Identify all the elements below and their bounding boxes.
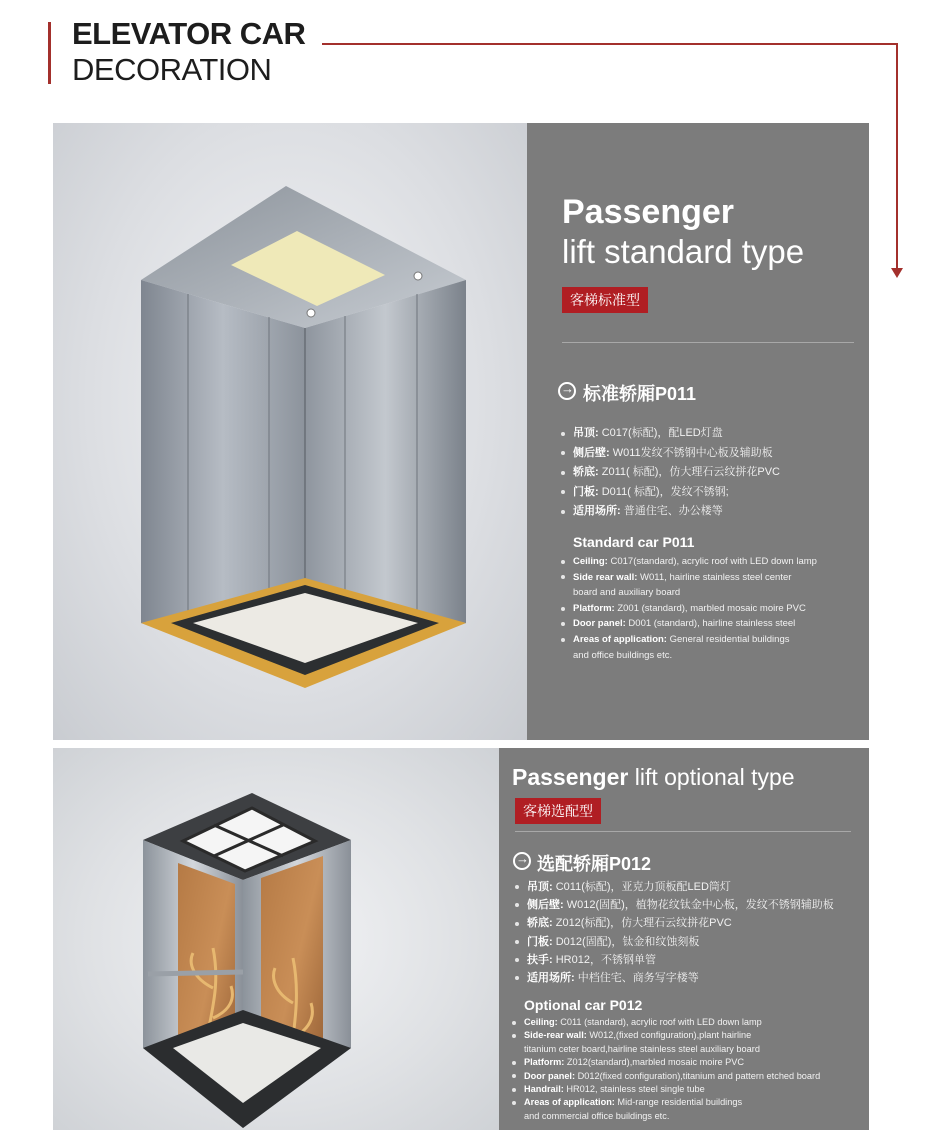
optional-cn-list <box>513 878 834 987</box>
optional-info-panel <box>499 748 869 1130</box>
list-item: 扶手: HR012，不锈钢单管 <box>513 951 834 969</box>
standard-info-panel <box>527 123 869 740</box>
list-item: 适用场所: 普通住宅、办公楼等 <box>559 502 780 522</box>
list-item: Ceiling: C011 (standard), acrylic roof with LED down lamp <box>510 1016 820 1029</box>
list-item: and office buildings etc. <box>573 649 673 661</box>
list-item: 门板: D012(固配)，钛金和纹蚀刻板 <box>513 933 834 951</box>
optional-cn-heading: 选配轿厢P012 <box>537 854 652 874</box>
arrow-down-icon <box>891 268 903 278</box>
optional-en-list <box>510 1016 820 1123</box>
optional-type-badge: 客梯选配型 <box>515 798 601 824</box>
list-item: Side-rear wall: W012,(fixed configuration),plant hairline <box>510 1029 820 1042</box>
arrow-right-circle-icon <box>513 852 531 870</box>
list-item: Side rear wall: W011, hairline stainless steel center <box>559 570 817 586</box>
list-item: and commercial office buildings etc. <box>524 1110 670 1121</box>
standard-divider <box>562 342 854 343</box>
list-item: 吊顶: C017(标配)，配LED灯盘 <box>559 424 780 444</box>
header-accent-bar <box>48 22 51 84</box>
optional-title-rest: lift optional type <box>634 764 795 790</box>
list-item: 侧后壁: W011发纹不锈钢中心板及辅助板 <box>559 444 780 464</box>
standard-en-heading: Standard car P011 <box>573 534 695 550</box>
standard-title-rest: lift standard type <box>562 233 805 270</box>
list-item: Handrail: HR012, stainless steel single tube <box>510 1083 820 1096</box>
list-item: titanium ceter board,hairline stainless steel auxiliary board <box>524 1043 760 1054</box>
list-item: Platform: Z012(standard),marbled mosaic moire PVC <box>510 1056 820 1069</box>
list-item: Platform: Z001 (standard), marbled mosaic moire PVC <box>559 601 817 617</box>
elevator-car-optional-illustration <box>53 748 499 1130</box>
standard-cn-heading: 标准轿厢P011 <box>583 384 697 404</box>
list-item: 适用场所: 中档住宅、商务写字楼等 <box>513 969 834 987</box>
list-item: Areas of application: Mid-range residential buildings <box>510 1096 820 1109</box>
list-item: 轿底: Z011( 标配)，仿大理石云纹拼花PVC <box>559 463 780 483</box>
standard-car-image <box>53 123 527 740</box>
list-item: Door panel: D001 (standard), hairline stainless steel <box>559 616 817 632</box>
list-item: 吊顶: C011(标配)，亚克力顶板配LED筒灯 <box>513 878 834 896</box>
optional-divider <box>515 831 851 832</box>
optional-title-bold: Passenger <box>512 764 629 790</box>
arrow-right-circle-icon <box>558 382 576 400</box>
list-item: 轿底: Z012(标配)，仿大理石云纹拼花PVC <box>513 914 834 932</box>
header-connector-line <box>322 43 898 45</box>
header-title-line1: ELEVATOR CAR <box>72 16 306 51</box>
header-title-line2: DECORATION <box>72 52 272 87</box>
elevator-car-standard-illustration <box>53 123 527 740</box>
list-item: 侧后壁: W012(固配)，植物花纹钛金中心板，发纹不锈钢辅助板 <box>513 896 834 914</box>
optional-en-heading: Optional car P012 <box>524 997 643 1013</box>
list-item: Door panel: D012(fixed configuration),titanium and pattern etched board <box>510 1070 820 1083</box>
standard-cn-list <box>559 424 780 522</box>
standard-type-badge: 客梯标准型 <box>562 287 648 313</box>
list-item: 门板: D011( 标配)，发纹不锈钢; <box>559 483 780 503</box>
list-item: Ceiling: C017(standard), acrylic roof with LED down lamp <box>559 554 817 570</box>
list-item: Areas of application: General residential buildings <box>559 632 817 648</box>
standard-title-bold: Passenger <box>562 193 734 231</box>
optional-title <box>512 764 795 791</box>
standard-en-list <box>559 554 817 663</box>
list-item: board and auxiliary board <box>573 587 681 599</box>
optional-car-image <box>53 748 499 1130</box>
header-connector-drop <box>896 43 898 271</box>
